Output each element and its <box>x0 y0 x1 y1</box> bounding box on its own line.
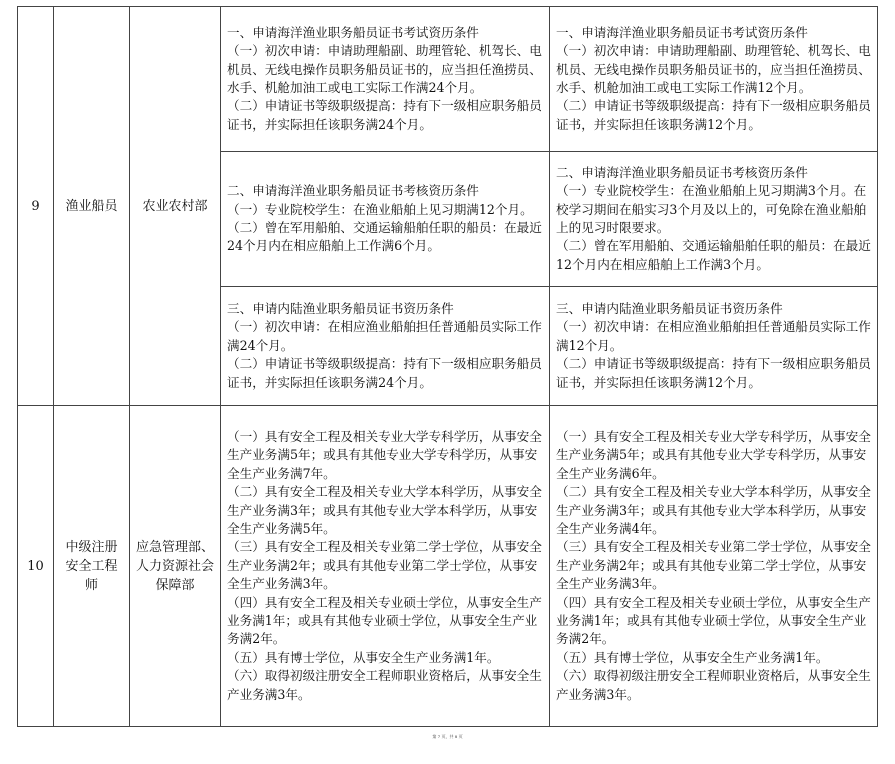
new-condition-text: 三、申请内陆渔业职务船员证书资历条件 （一）初次申请：在相应渔业船舶担任普通船员实际工作满12个月。 （二）申请证书等级职级提高：持有下一级相应职务船员证书，并实际担任该职务满12个月。 <box>556 300 871 390</box>
row-number: 9 <box>18 7 54 406</box>
new-condition-cell <box>550 152 878 287</box>
table-row <box>18 7 878 152</box>
old-condition-text: （一）具有安全工程及相关专业大学专科学历，从事安全生产业务满5年；或具有其他专业大学专科学历，从事安全生产业务满7年。 （二）具有安全工程及相关专业大学本科学历，从事安全生产业务满3年；或具有其他专业大学本科学历，从事安全生产业务满5年。 （三）具有安全工程及相关专业第二学士学位，从事安全生产业务满2年；或具有其他专业第二学士学位，从事安全生产业务满3年。 （四）具有安全工程及相关专业硕士学位，从事安全生产业务满1年；或具有其他专业硕士学位，从事安全生产业务满2年。 （五）具有博士学位，从事安全生产业务满1年。 （六）取得初级注册安全工程师职业资格后，从事安全生产业务满3年。 <box>227 428 542 702</box>
qualification-table <box>17 6 878 727</box>
occupation-name: 渔业船员 <box>54 7 130 406</box>
old-condition-text: 二、申请海洋渔业职务船员证书考核资历条件 （一）专业院校学生：在渔业船舶上见习期满12个月。 （二）曾在军用船舶、交通运输船舶任职的船员：在最近24个月内在相应船舶上工作满6个月。 <box>227 183 542 254</box>
old-condition-cell <box>221 287 550 406</box>
new-condition-cell <box>550 7 878 152</box>
new-condition-cell <box>550 406 878 727</box>
old-condition-text: 三、申请内陆渔业职务船员证书资历条件 （一）初次申请：在相应渔业船舶担任普通船员实际工作满24个月。 （二）申请证书等级职级提高：持有下一级相应职务船员证书，并实际担任该职务满24个月。 <box>227 300 542 390</box>
new-condition-text: （一）具有安全工程及相关专业大学专科学历，从事安全生产业务满5年；或具有其他专业大学专科学历，从事安全生产业务满6年。 （二）具有安全工程及相关专业大学本科学历，从事安全生产业务满3年；或具有其他专业大学本科学历，从事安全生产业务满4年。 （三）具有安全工程及相关专业第二学士学位，从事安全生产业务满2年；或具有其他专业第二学士学位，从事安全生产业务满3年。 （四）具有安全工程及相关专业硕士学位，从事安全生产业务满1年；或具有其他专业硕士学位，从事安全生产业务满2年。 （五）具有博士学位，从事安全生产业务满1年。 （六）取得初级注册安全工程师职业资格后，从事安全生产业务满3年。 <box>556 428 871 702</box>
old-condition-cell <box>221 7 550 152</box>
new-condition-text: 二、申请海洋渔业职务船员证书考核资历条件 （一）专业院校学生：在渔业船舶上见习期满3个月。在校学习期间在船实习3个月及以上的，可免除在渔业船舶上的见习时限要求。 （二）曾在军用船舶、交通运输船舶任职的船员：在最近12个月内在相应船舶上工作满3个月。 <box>556 164 871 272</box>
department <box>130 406 221 727</box>
table-row <box>18 406 878 727</box>
new-condition-cell <box>550 287 878 406</box>
row-number: 10 <box>18 406 54 727</box>
old-condition-cell <box>221 406 550 727</box>
page-footer: 第 7 页，共 8 页 <box>432 734 463 739</box>
department: 农业农村部 <box>130 7 221 406</box>
old-condition-text: 一、申请海洋渔业职务船员证书考试资历条件 （一）初次申请：申请助理船副、助理管轮、机驾长、电机员、无线电操作员职务船员证书的，应当担任渔捞员、水手、机舱加油工或电工实际工作满24个月。 （二）申请证书等级职级提高：持有下一级相应职务船员证书，并实际担任该职务满24个月。 <box>227 24 542 132</box>
occupation-name-text: 中级注册安全工程师 <box>65 539 118 593</box>
old-condition-cell <box>221 152 550 287</box>
new-condition-text: 一、申请海洋渔业职务船员证书考试资历条件 （一）初次申请：申请助理船副、助理管轮、机驾长、电机员、无线电操作员职务船员证书的，应当担任渔捞员、水手、机舱加油工或电工实际工作满12个月。 （二）申请证书等级职级提高：持有下一级相应职务船员证书，并实际担任该职务满12个月。 <box>556 24 871 132</box>
occupation-name <box>54 406 130 727</box>
department-text: 应急管理部、人力资源社会保障部 <box>135 539 214 593</box>
